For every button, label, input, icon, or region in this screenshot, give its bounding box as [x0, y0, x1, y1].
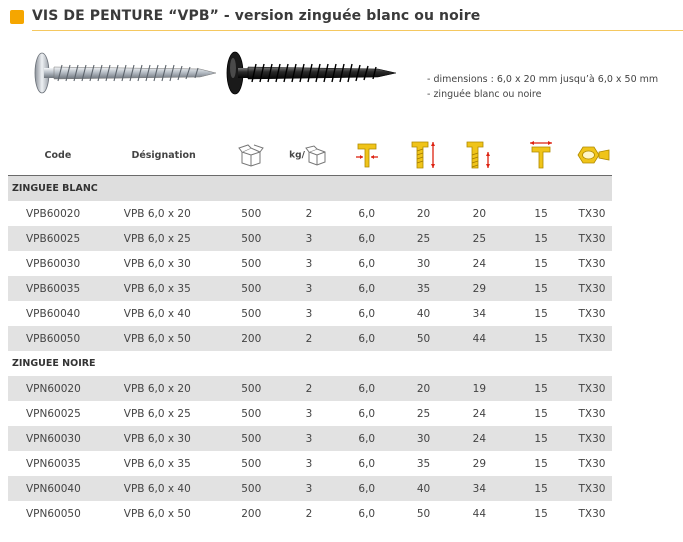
cell-head: 15 — [510, 226, 572, 251]
cell-thread: 44 — [448, 326, 510, 351]
cell-box: 500 — [219, 476, 283, 501]
cell-diameter: 6,0 — [335, 476, 399, 501]
cell-length: 50 — [399, 501, 449, 526]
table-row — [8, 276, 612, 301]
cell-diameter: 6,0 — [335, 376, 399, 401]
cell-code: VPB60040 — [8, 301, 108, 326]
cell-designation: VPB 6,0 x 40 — [108, 301, 220, 326]
cell-drive: TX30 — [572, 426, 612, 451]
cell-thread: 34 — [448, 301, 510, 326]
cell-drive: TX30 — [572, 376, 612, 401]
zinc-white-screw-image — [28, 50, 218, 96]
cell-box: 500 — [219, 301, 283, 326]
torx-drive-icon — [572, 142, 612, 168]
title-bar — [0, 0, 683, 34]
cell-kg: 2 — [283, 501, 335, 526]
cell-code: VPB60035 — [8, 276, 108, 301]
table-row — [8, 251, 612, 276]
cell-drive: TX30 — [572, 501, 612, 526]
cell-designation: VPB 6,0 x 30 — [108, 251, 220, 276]
cell-drive: TX30 — [572, 451, 612, 476]
dimensions-text: - dimensions : 6,0 x 20 mm jusqu’à 6,0 x 50 mm — [427, 74, 659, 85]
cell-thread: 24 — [448, 401, 510, 426]
cell-code: VPB60030 — [8, 251, 108, 276]
box-icon — [305, 144, 329, 166]
cell-thread: 20 — [448, 201, 510, 226]
cell-drive: TX30 — [572, 476, 612, 501]
cell-length: 20 — [399, 376, 449, 401]
cell-thread: 34 — [448, 476, 510, 501]
cell-length: 35 — [399, 276, 449, 301]
cell-head: 15 — [510, 276, 572, 301]
screw-length-icon — [409, 139, 439, 171]
col-drive-header — [572, 135, 612, 176]
cell-thread: 19 — [448, 376, 510, 401]
table-row — [8, 501, 612, 526]
spec-table — [8, 135, 612, 526]
cell-drive: TX30 — [572, 201, 612, 226]
cell-code: VPN60020 — [8, 376, 108, 401]
cell-diameter: 6,0 — [335, 251, 399, 276]
cell-drive: TX30 — [572, 301, 612, 326]
cell-drive: TX30 — [572, 326, 612, 351]
cell-kg: 3 — [283, 451, 335, 476]
cell-box: 500 — [219, 226, 283, 251]
cell-head: 15 — [510, 501, 572, 526]
col-code-header: Code — [44, 149, 72, 161]
finish-text: - zinguée blanc ou noire — [427, 89, 542, 100]
page-title: VIS DE PENTURE “VPB” - version zinguée blanc ou noire — [32, 8, 481, 24]
cell-kg: 2 — [283, 201, 335, 226]
cell-thread: 29 — [448, 451, 510, 476]
cell-head: 15 — [510, 251, 572, 276]
cell-kg: 3 — [283, 301, 335, 326]
cell-designation: VPB 6,0 x 35 — [108, 276, 220, 301]
table-row — [8, 201, 612, 226]
cell-kg: 3 — [283, 226, 335, 251]
cell-head: 15 — [510, 326, 572, 351]
cell-kg: 3 — [283, 401, 335, 426]
screw-diameter-icon — [352, 140, 382, 170]
cell-designation: VPB 6,0 x 25 — [108, 401, 220, 426]
cell-drive: TX30 — [572, 401, 612, 426]
cell-designation: VPB 6,0 x 50 — [108, 326, 220, 351]
cell-diameter: 6,0 — [335, 426, 399, 451]
cell-box: 200 — [219, 501, 283, 526]
cell-code: VPN60030 — [8, 426, 108, 451]
table-row — [8, 401, 612, 426]
cell-thread: 24 — [448, 426, 510, 451]
cell-drive: TX30 — [572, 251, 612, 276]
thread-length-icon — [464, 139, 494, 171]
cell-length: 20 — [399, 201, 449, 226]
cell-head: 15 — [510, 426, 572, 451]
cell-kg: 3 — [283, 426, 335, 451]
kg-label: kg/ — [289, 150, 305, 161]
cell-diameter: 6,0 — [335, 201, 399, 226]
table-row — [8, 476, 612, 501]
section-header-row — [8, 176, 612, 202]
cell-kg: 2 — [283, 376, 335, 401]
title-bullet-icon — [10, 10, 24, 24]
cell-diameter: 6,0 — [335, 401, 399, 426]
cell-head: 15 — [510, 401, 572, 426]
cell-kg: 2 — [283, 326, 335, 351]
cell-diameter: 6,0 — [335, 226, 399, 251]
cell-code: VPB60025 — [8, 226, 108, 251]
table-header-row — [8, 135, 612, 176]
cell-length: 30 — [399, 251, 449, 276]
cell-length: 25 — [399, 226, 449, 251]
cell-thread: 44 — [448, 501, 510, 526]
cell-code: VPB60050 — [8, 326, 108, 351]
section-header-row — [8, 351, 612, 376]
cell-box: 500 — [219, 251, 283, 276]
cell-head: 15 — [510, 301, 572, 326]
cell-designation: VPB 6,0 x 20 — [108, 376, 220, 401]
cell-designation: VPB 6,0 x 40 — [108, 476, 220, 501]
cell-designation: VPB 6,0 x 20 — [108, 201, 220, 226]
cell-designation: VPB 6,0 x 50 — [108, 501, 220, 526]
col-length-header — [399, 135, 449, 176]
cell-drive: TX30 — [572, 226, 612, 251]
cell-diameter: 6,0 — [335, 501, 399, 526]
cell-thread: 29 — [448, 276, 510, 301]
cell-length: 40 — [399, 476, 449, 501]
cell-length: 40 — [399, 301, 449, 326]
cell-box: 500 — [219, 276, 283, 301]
table-row — [8, 301, 612, 326]
cell-diameter: 6,0 — [335, 276, 399, 301]
cell-head: 15 — [510, 476, 572, 501]
cell-code: VPN60025 — [8, 401, 108, 426]
cell-length: 50 — [399, 326, 449, 351]
cell-diameter: 6,0 — [335, 326, 399, 351]
section-label: ZINGUEE BLANC — [8, 176, 612, 202]
table-row — [8, 326, 612, 351]
cell-code: VPB60020 — [8, 201, 108, 226]
cell-code: VPN60040 — [8, 476, 108, 501]
table-body — [8, 176, 612, 527]
head-diameter-icon — [526, 139, 556, 171]
table-row — [8, 376, 612, 401]
cell-designation: VPB 6,0 x 30 — [108, 426, 220, 451]
cell-code: VPN60035 — [8, 451, 108, 476]
cell-box: 500 — [219, 401, 283, 426]
box-icon — [238, 143, 264, 167]
zinc-black-screw-image — [222, 48, 398, 98]
col-box-header — [219, 135, 283, 176]
col-head-header — [510, 135, 572, 176]
table-row — [8, 426, 612, 451]
cell-kg: 3 — [283, 276, 335, 301]
col-thread-header — [448, 135, 510, 176]
cell-head: 15 — [510, 451, 572, 476]
cell-diameter: 6,0 — [335, 301, 399, 326]
cell-box: 500 — [219, 426, 283, 451]
col-designation-header: Désignation — [131, 149, 196, 161]
cell-length: 25 — [399, 401, 449, 426]
cell-head: 15 — [510, 201, 572, 226]
cell-designation: VPB 6,0 x 35 — [108, 451, 220, 476]
cell-box: 500 — [219, 201, 283, 226]
cell-box: 200 — [219, 326, 283, 351]
cell-code: VPN60050 — [8, 501, 108, 526]
cell-length: 30 — [399, 426, 449, 451]
table-row — [8, 226, 612, 251]
cell-kg: 3 — [283, 476, 335, 501]
cell-box: 500 — [219, 451, 283, 476]
cell-thread: 25 — [448, 226, 510, 251]
cell-length: 35 — [399, 451, 449, 476]
title-underline — [32, 30, 683, 31]
product-details — [427, 72, 658, 102]
cell-kg: 3 — [283, 251, 335, 276]
cell-box: 500 — [219, 376, 283, 401]
table-row — [8, 451, 612, 476]
col-diameter-header — [335, 135, 399, 176]
cell-head: 15 — [510, 376, 572, 401]
section-label: ZINGUEE NOIRE — [8, 351, 612, 376]
cell-diameter: 6,0 — [335, 451, 399, 476]
col-kg-header — [283, 135, 335, 176]
cell-thread: 24 — [448, 251, 510, 276]
cell-designation: VPB 6,0 x 25 — [108, 226, 220, 251]
cell-drive: TX30 — [572, 276, 612, 301]
